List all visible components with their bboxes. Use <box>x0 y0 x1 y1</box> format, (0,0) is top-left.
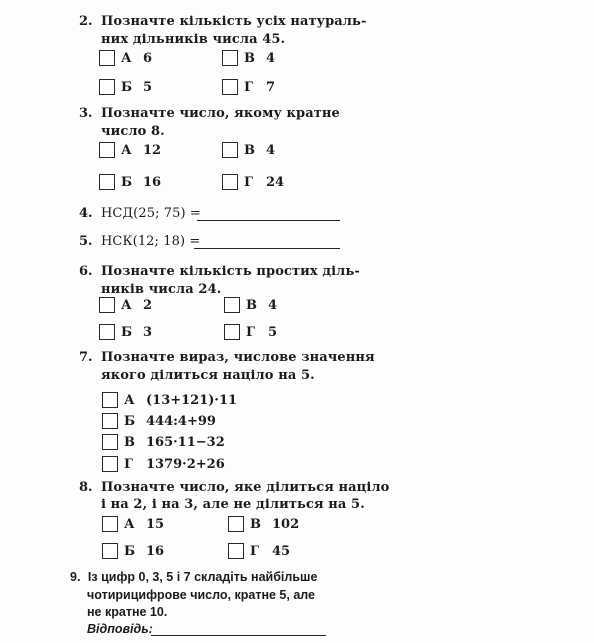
answer-blank-line[interactable] <box>194 248 340 249</box>
option-checkbox[interactable]: Г 7 <box>222 79 275 95</box>
option-checkbox[interactable]: Б 16 <box>99 174 161 190</box>
answer-blank-line[interactable] <box>197 220 340 221</box>
checkbox-icon[interactable] <box>228 516 244 532</box>
checkbox-icon[interactable] <box>99 324 115 340</box>
checkbox-icon[interactable] <box>222 50 238 66</box>
question-text-line: НСД(25; 75) = <box>101 206 201 221</box>
question-text-line: чотирицифрове число, кратне 5, але <box>87 588 315 602</box>
option-checkbox[interactable]: В 102 <box>228 516 299 532</box>
option-checkbox[interactable]: А 12 <box>99 142 161 158</box>
checkbox-icon[interactable] <box>224 324 240 340</box>
question-text-line: них дільників числа 45. <box>101 32 286 47</box>
checkbox-icon[interactable] <box>222 174 238 190</box>
question-text-line: Позначте вираз, числове значення <box>101 350 375 365</box>
question-text-line: і на 2, і на 3, але не ділиться на 5. <box>101 497 365 512</box>
option-checkbox[interactable]: А 2 <box>99 297 152 313</box>
question-text-line: НСК(12; 18) = <box>101 234 201 249</box>
question-9 <box>70 570 317 584</box>
question-number: 7. <box>79 350 93 365</box>
question-text-line: Позначте кількість простих діль- <box>101 264 360 279</box>
checkbox-icon[interactable] <box>102 413 118 429</box>
answer-label: Відповідь: <box>87 622 153 636</box>
question-text-line: число 8. <box>101 124 165 139</box>
checkbox-icon[interactable] <box>99 50 115 66</box>
option-checkbox[interactable]: А (13+121)·11 <box>102 392 237 408</box>
question-text-line: якого ділиться націло на 5. <box>101 368 315 383</box>
question-text-line: не кратне 10. <box>87 605 168 619</box>
question-text-line: Позначте число, якому кратне <box>101 106 340 121</box>
question-number: 2. <box>79 14 93 29</box>
question-text-line: ників числа 24. <box>101 282 222 297</box>
option-checkbox[interactable]: Б 3 <box>99 324 152 340</box>
option-checkbox[interactable]: Г 1379·2+26 <box>102 456 225 472</box>
question-number: 9. <box>70 570 81 584</box>
checkbox-icon[interactable] <box>102 516 118 532</box>
option-checkbox[interactable]: В 4 <box>222 142 275 158</box>
checkbox-icon[interactable] <box>224 297 240 313</box>
checkbox-icon[interactable] <box>99 174 115 190</box>
checkbox-icon[interactable] <box>102 392 118 408</box>
option-checkbox[interactable]: Б 444:4+99 <box>102 413 216 429</box>
option-checkbox[interactable]: А 6 <box>99 50 152 66</box>
question-text-line: Позначте кількість усіх натураль- <box>101 14 367 29</box>
option-checkbox[interactable]: Г 5 <box>224 324 277 340</box>
question-number: 6. <box>79 264 93 279</box>
checkbox-icon[interactable] <box>222 79 238 95</box>
question-text-line: Із цифр 0, 3, 5 і 7 складіть найбільше <box>87 570 318 584</box>
checkbox-icon[interactable] <box>102 543 118 559</box>
answer-blank-line[interactable] <box>151 635 326 636</box>
option-checkbox[interactable]: Г 24 <box>222 174 284 190</box>
question-number: 3. <box>79 106 93 121</box>
checkbox-icon[interactable] <box>99 297 115 313</box>
question-number: 5. <box>79 234 93 249</box>
option-checkbox[interactable]: Б 16 <box>102 543 164 559</box>
checkbox-icon[interactable] <box>102 456 118 472</box>
checkbox-icon[interactable] <box>99 79 115 95</box>
option-checkbox[interactable]: А 15 <box>102 516 164 532</box>
checkbox-icon[interactable] <box>222 142 238 158</box>
option-checkbox[interactable]: Г 45 <box>228 543 290 559</box>
option-checkbox[interactable]: В 4 <box>224 297 277 313</box>
checkbox-icon[interactable] <box>102 434 118 450</box>
question-text-line: Позначте число, яке ділиться націло <box>101 480 390 495</box>
checkbox-icon[interactable] <box>228 543 244 559</box>
option-checkbox[interactable]: В 4 <box>222 50 275 66</box>
checkbox-icon[interactable] <box>99 142 115 158</box>
question-number: 4. <box>79 206 93 221</box>
question-number: 8. <box>79 480 93 495</box>
option-checkbox[interactable]: Б 5 <box>99 79 152 95</box>
option-checkbox[interactable]: В 165·11−32 <box>102 434 225 450</box>
